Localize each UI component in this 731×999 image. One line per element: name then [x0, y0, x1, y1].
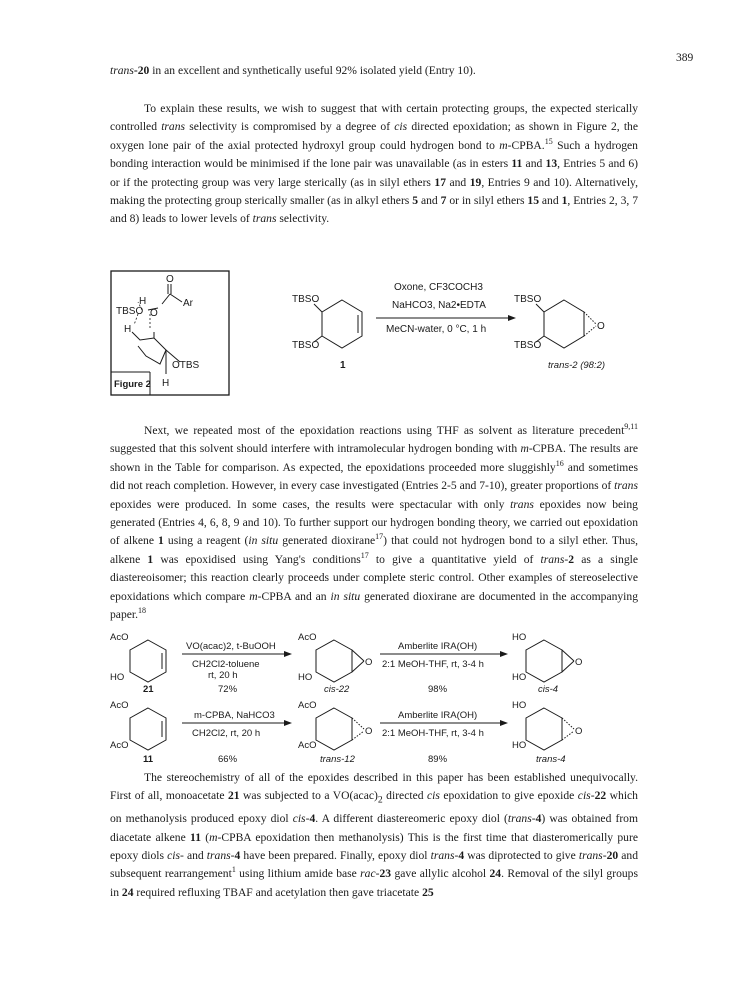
text-run: using a reagent (	[163, 534, 249, 548]
cis-4-o: O	[575, 657, 583, 668]
paragraph-stereochemistry	[110, 769, 638, 902]
compound-11-bottom: AcO	[110, 740, 129, 751]
text-run: trans	[510, 497, 534, 511]
text-run: directed	[382, 789, 428, 803]
paragraph-next	[110, 422, 638, 624]
trans-2-tbso-bottom: TBSO	[514, 340, 542, 351]
text-run: 5	[412, 194, 419, 208]
fig2-h-bottom: H	[162, 378, 170, 389]
text-run: and	[446, 175, 470, 189]
page-number: 389	[676, 52, 694, 64]
text-run: -	[564, 552, 569, 566]
text-run: 11	[511, 157, 523, 171]
paragraph-stereochemistry-text	[110, 769, 638, 902]
text-run: 18	[138, 606, 147, 616]
fig2-tbso: TBSO	[116, 306, 144, 317]
row2-arrow-1-head	[284, 720, 292, 726]
trans-12-ring	[316, 708, 352, 750]
text-run: -CPBA.	[507, 138, 545, 152]
fig2-ar: Ar	[183, 298, 193, 309]
text-run: 17	[360, 550, 369, 560]
text-run: suggested that this solvent should interfere with intramolecular hydrogen bonding with	[110, 442, 521, 456]
paragraph-explanation-text	[110, 100, 638, 229]
compound-21-ring	[130, 640, 166, 682]
text-run: was subjected to a VO(acac)	[239, 789, 378, 803]
text-run: was diprotected to give	[464, 848, 579, 862]
trans-12-o: O	[365, 726, 373, 737]
trans-4-epoxide-1	[562, 718, 574, 729]
text-run: trans	[540, 552, 565, 566]
trans-4-label: trans-4	[536, 754, 566, 765]
text-run: m	[520, 442, 529, 456]
compound-21-label: 21	[143, 684, 154, 695]
row2-r2-above: Amberlite IRA(OH)	[398, 710, 478, 721]
text-run: in situ	[330, 589, 361, 603]
row1-r2-yield: 98%	[428, 684, 448, 695]
row2-r1-below: CH2Cl2, rt, 20 h	[192, 728, 261, 739]
text-run: 1	[561, 194, 568, 208]
text-run: in situ	[248, 534, 279, 548]
text-run: 4	[234, 848, 241, 862]
row1-arrow-2-head	[500, 651, 508, 657]
text-run: 21	[227, 789, 240, 803]
text-run: 20	[606, 848, 619, 862]
text-run: epoxidation to give epoxide	[439, 789, 578, 803]
text-run: and sometimes did not reach completion. However, in every case investigated (Entries 2-5 and 7-10), greater proportions of	[110, 460, 638, 493]
aryl-bond	[170, 294, 182, 302]
text-run: cis	[577, 789, 591, 803]
figure-2-drawing	[110, 270, 230, 396]
fig2-o-top: O	[166, 274, 174, 285]
row2-r1-above: m-CPBA, NaHCO3	[194, 710, 275, 721]
alkene-1-tbso-bottom: TBSO	[292, 340, 320, 351]
text-run: and	[522, 157, 546, 171]
text-run: Next, we repeated most of the epoxidation reactions using THF as solvent as literature precedent	[144, 424, 625, 437]
compound-11-ring	[130, 708, 166, 750]
trans-12-epoxide-2	[352, 731, 364, 740]
text-run: -CPBA and an	[257, 589, 331, 603]
trans-12-label: trans-12	[320, 754, 355, 765]
row1-r2-below: 2:1 MeOH-THF, rt, 3-4 h	[382, 659, 484, 670]
text-run: - and	[179, 848, 207, 862]
text-run: 1	[231, 865, 236, 875]
cis-4-epoxide-2	[562, 661, 574, 672]
cis-22-o: O	[365, 657, 373, 668]
text-run: 1	[158, 534, 164, 548]
compound-21-top: AcO	[110, 632, 129, 643]
cis-22-epoxide-1	[352, 650, 364, 661]
text-run: 23	[379, 867, 392, 881]
text-run: 25	[422, 885, 434, 899]
text-run: 20	[137, 64, 150, 77]
cis-22-top: AcO	[298, 632, 317, 643]
text-run: as a single diastereoisomer; this reaction clearly proceeds under complete steric control. Other examples of stereoselective epoxidations which compare	[110, 552, 638, 603]
text-run: Such a hydrogen bonding interaction would be minimised if the lone pair was unavailable (as in esters	[110, 138, 638, 171]
text-run: m	[209, 830, 218, 844]
paragraph-intro	[110, 62, 638, 80]
text-run: -	[602, 848, 607, 862]
trans-2-ring	[544, 300, 584, 348]
scheme-2-row-1	[110, 632, 582, 695]
scheme1-reagent-1: Oxone, CF3COCH3	[394, 282, 483, 293]
scheme-2-drawing	[108, 630, 648, 768]
trans-12-top: AcO	[298, 700, 317, 711]
text-run: and	[418, 194, 441, 208]
text-run: in an excellent and synthetically useful 92% isolated yield (Entry 10).	[149, 64, 476, 77]
paragraph-next-text	[110, 422, 638, 624]
text-run: cis	[167, 848, 180, 862]
text-run: 4	[458, 848, 465, 862]
alkene-1-bond-top	[314, 304, 322, 312]
text-run: trans	[161, 120, 186, 134]
text-run: -	[133, 64, 138, 77]
trans-4-bottom: HO	[512, 740, 527, 751]
trans-4-o: O	[575, 726, 583, 737]
trans-4-ring	[526, 708, 562, 750]
fig2-h2: H	[124, 324, 132, 335]
row2-r2-yield: 89%	[428, 754, 448, 765]
text-run: ) that could not hydrogen bond to a silyl ether. Thus, alkene	[110, 534, 639, 566]
text-run: 17	[375, 532, 384, 542]
figure-2-caption: Figure 2	[114, 379, 151, 390]
fig2-otbs: OTBS	[172, 360, 200, 371]
text-run: and	[538, 194, 562, 208]
fig2-o-ring: O	[150, 308, 158, 319]
row2-r2-below: 2:1 MeOH-THF, rt, 3-4 h	[382, 728, 484, 739]
text-run: . Removal of the silyl groups in	[110, 867, 638, 899]
text-run: 1	[147, 552, 154, 566]
text-run: ) was obtained from diacetate alkene	[110, 812, 638, 844]
text-run: -	[305, 812, 310, 826]
text-run: trans	[252, 212, 277, 226]
trans-12-bottom: AcO	[298, 740, 317, 751]
text-run: epoxides were produced. In some cases, the results were spectacular with only	[110, 497, 511, 511]
compound-21-bottom: HO	[110, 672, 125, 683]
cis-4-top: HO	[512, 632, 527, 643]
cis-4-epoxide-1	[562, 650, 574, 661]
text-run: 13	[545, 157, 558, 171]
paragraph-explanation	[110, 100, 638, 229]
text-run: -	[375, 867, 380, 881]
text-run: generated dioxirane	[278, 534, 376, 548]
text-run: selectivity is compromised by a degree of	[185, 120, 395, 134]
row1-r1-below2: rt, 20 h	[208, 670, 238, 681]
alkene-1-tbso-top: TBSO	[292, 294, 320, 305]
text-run: which on methanolysis produced epoxy diol	[110, 789, 638, 826]
scheme1-conditions: MeCN-water, 0 °C, 1 h	[386, 324, 487, 335]
alkene-1-ring	[322, 300, 362, 348]
paragraph-intro-text	[110, 62, 638, 80]
text-run: using lithium amide base	[235, 867, 361, 881]
text-run: gave allylic alcohol	[391, 867, 490, 881]
trans-2-epoxide-o: O	[597, 321, 605, 332]
text-run: -CPBA. The results are shown in the Table for comparison. As expected, the epoxidations proceeded more sluggishly	[110, 442, 638, 474]
text-run: (	[201, 830, 210, 844]
cis-4-bottom: HO	[512, 672, 527, 683]
text-run: have been prepared. Finally, epoxy diol	[240, 848, 431, 862]
text-run: cis	[394, 120, 408, 134]
text-run: 17	[434, 175, 447, 189]
text-run: 9,11	[624, 422, 638, 432]
text-run: 22	[594, 789, 607, 803]
trans-4-top: HO	[512, 700, 527, 711]
text-run: 2	[568, 552, 575, 566]
ring-bonds	[132, 332, 166, 364]
text-run: trans	[206, 848, 231, 862]
text-run: and subsequent rearrangement	[110, 848, 639, 881]
trans-2-label: trans-2 (98:2)	[548, 360, 606, 371]
row1-r1-above: VO(acac)2, t-BuOOH	[186, 641, 276, 652]
row1-arrow-1-head	[284, 651, 292, 657]
text-run: 24	[489, 867, 502, 881]
figure-2	[110, 270, 230, 401]
row2-arrow-2-head	[500, 720, 508, 726]
text-run: directed epoxidation; as shown in Figure 2, the oxygen lone pair of the axial protected hydroxyl group could hydrogen bond to	[110, 120, 639, 152]
text-run: To explain these results, we wish to suggest that with certain protecting groups, the expected sterically controlled	[110, 102, 638, 134]
text-run: 4	[309, 812, 316, 826]
trans-4-epoxide-2	[562, 731, 574, 740]
scheme-2	[108, 630, 648, 773]
trans-2-bond-top	[536, 304, 544, 312]
text-run: generated dioxirane are documented in the accompanying paper.	[110, 589, 638, 622]
text-run: cis	[292, 812, 306, 826]
text-run: cis	[427, 789, 440, 803]
text-run: trans	[110, 64, 134, 77]
scheme-1-drawing	[290, 270, 640, 380]
row2-r1-yield: 66%	[218, 754, 238, 765]
text-run: 24	[121, 885, 134, 899]
text-run: -	[590, 789, 595, 803]
row1-r1-below1: CH2Cl2-toluene	[192, 659, 260, 670]
scheme1-reagent-2: NaHCO3, Na2•EDTA	[392, 300, 486, 311]
text-run: , Entries 9 and 10). Alternatively, making the protecting group sterically smaller (as in alkyl ethers	[110, 175, 638, 208]
text-run: , Entries 2, 3, 7 and 8) leads to lower levels of	[110, 194, 638, 226]
compound-1-label: 1	[340, 360, 346, 371]
text-run: or in silyl ethers	[446, 194, 528, 208]
trans-12-epoxide-1	[352, 718, 364, 729]
scheme-2-row-2	[110, 700, 582, 765]
text-run: -CPBA epoxidation then methanolysis) This is the first time that diasteromerically pure epoxy diols	[110, 830, 638, 862]
text-run: 19	[469, 175, 482, 189]
text-run: was epoxidised using Yang's conditions	[153, 552, 361, 566]
text-run: , Entries 5 and 6) or if the protecting group was very large sterically (as in silyl ethers	[110, 157, 638, 189]
text-run: 2	[377, 794, 383, 806]
cis-22-ring	[316, 640, 352, 682]
text-run: trans	[614, 479, 638, 493]
cis-22-bottom: HO	[298, 672, 313, 683]
acyl-oxygen-bond	[162, 294, 170, 304]
cis-22-label: cis-22	[324, 684, 350, 695]
cis-22-epoxide-2	[352, 661, 364, 672]
reaction-arrow-1-head	[508, 315, 516, 321]
text-run: 4	[535, 812, 542, 826]
text-run: epoxides now being generated (Entries 4, 6, 8, 9 and 10). To further support our hydrogen bonding theory, we carried out epoxidation of alkene	[110, 497, 638, 548]
fig2-h1: H	[139, 296, 147, 307]
text-run: . A different diastereomeric epoxy diol (	[315, 812, 508, 826]
text-run: trans	[578, 848, 603, 862]
text-run: 7	[440, 194, 447, 208]
text-run: 16	[555, 458, 564, 468]
trans-2-epoxide-bond-2	[584, 326, 596, 336]
text-run: 15	[527, 194, 539, 208]
cis-4-ring	[526, 640, 562, 682]
text-run: selectivity.	[276, 212, 330, 226]
compound-11-label: 11	[143, 754, 154, 765]
scheme-1	[290, 270, 640, 385]
text-run: trans	[430, 848, 455, 862]
text-run: -	[531, 812, 536, 826]
text-run: to give a quantitative yield of	[368, 552, 541, 566]
trans-2-epoxide-bond-1	[584, 312, 596, 324]
text-run: 15	[544, 136, 553, 146]
text-run: -	[230, 848, 235, 862]
text-run: m	[499, 138, 508, 152]
trans-2-tbso-top: TBSO	[514, 294, 542, 305]
text-run: m	[249, 589, 258, 603]
text-run: The stereochemistry of all of the epoxides described in this paper has been established unequivocally. First of all, monoacetate	[110, 771, 638, 803]
compound-11-top: AcO	[110, 700, 129, 711]
text-run: required refluxing TBAF and acetylation then gave triacetate	[133, 885, 423, 899]
row1-r2-above: Amberlite IRA(OH)	[398, 641, 478, 652]
text-run: -	[454, 848, 459, 862]
cis-4-label: cis-4	[538, 684, 559, 695]
text-run: rac	[360, 867, 376, 881]
text-run: 11	[190, 830, 201, 844]
text-run: trans	[507, 812, 532, 826]
row1-r1-yield: 72%	[218, 684, 238, 695]
